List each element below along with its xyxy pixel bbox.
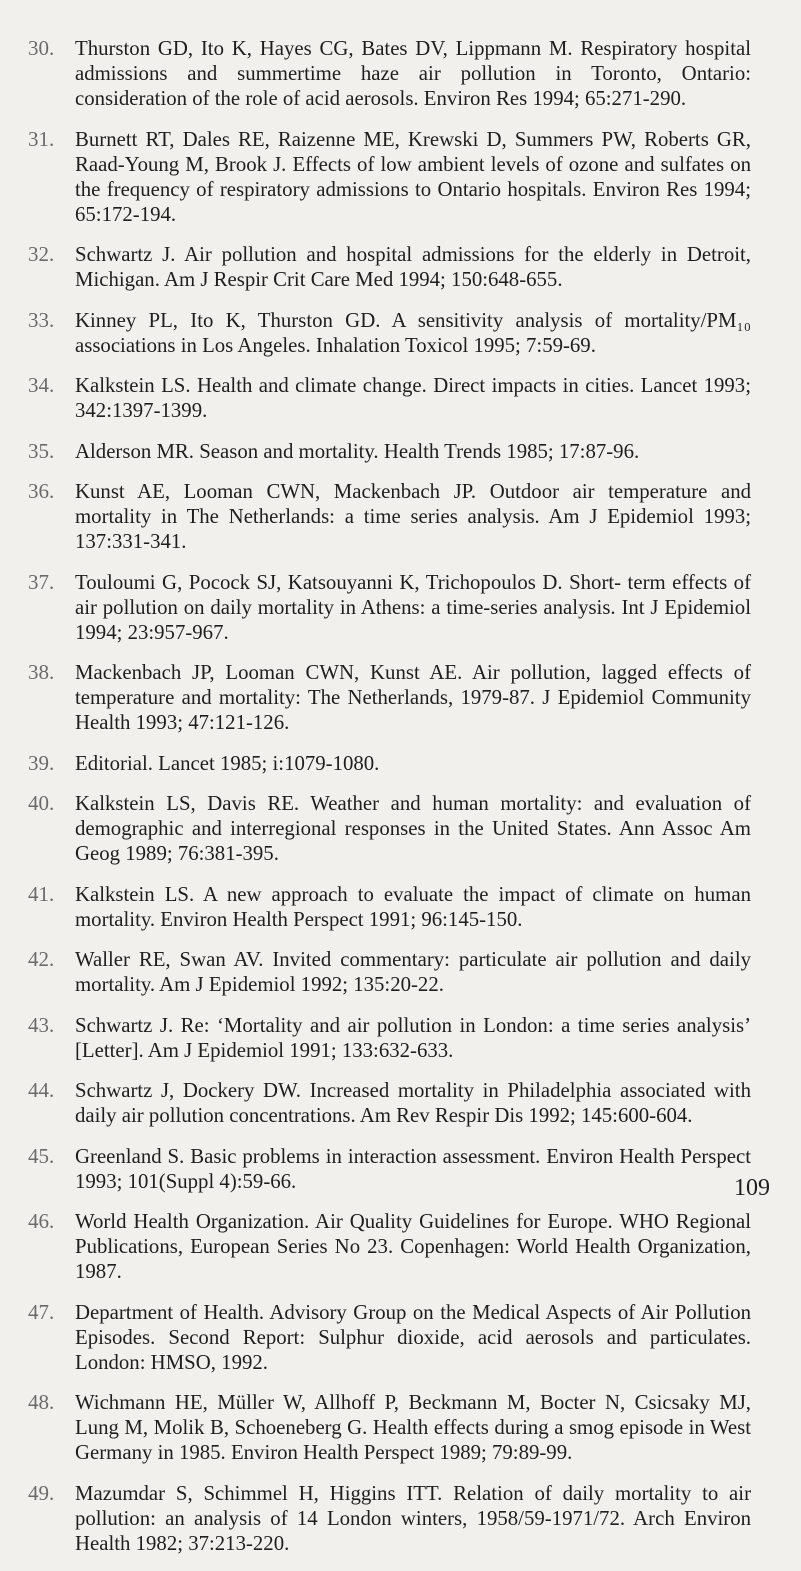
reference-number: 30. — [28, 36, 55, 60]
reference-text: Kunst AE, Looman CWN, Mackenbach JP. Outdoor air temperature and mortality in The Netherlands: a time series analysis. Am J Epidemiol 1993; 137:331-341. — [75, 480, 751, 553]
reference-text: World Health Organization. Air Quality Guidelines for Europe. WHO Regional Publications, European Series No 23. Copenhagen: World Health Organization, 1987. — [75, 1210, 751, 1283]
reference-number: 46. — [28, 1209, 55, 1233]
reference-number: 34. — [28, 373, 55, 397]
reference-item — [0, 1144, 801, 1194]
reference-number: 42. — [28, 947, 55, 971]
reference-number: 41. — [28, 881, 55, 906]
reference-number: 37. — [28, 569, 55, 594]
reference-number: 40. — [28, 791, 55, 815]
reference-text: Kalkstein LS. A new approach to evaluate the impact of climate on human mortality. Environ Health Perspect 1991; 96:145-150. — [75, 882, 751, 931]
reference-text: Thurston GD, Ito K, Hayes CG, Bates DV, Lippmann M. Respiratory hospital admissions and summertime haze air pollution in Toronto, Ontario: consideration of the role of acid aerosols. Environ Res 1994; 65:271-290. — [75, 37, 751, 110]
reference-text: Mazumdar S, Schimmel H, Higgins ITT. Relation of daily mortality to air pollution: an analysis of 14 London winters, 1958/59-1971/72. Arch Environ Health 1982; 37:213-220. — [75, 1481, 751, 1555]
reference-number: 33. — [28, 307, 55, 332]
reference-number: 35. — [28, 438, 55, 463]
reference-text: Editorial. Lancet 1985; i:1079-1080. — [75, 751, 380, 775]
reference-item — [0, 1013, 801, 1063]
page-number: 109 — [734, 1175, 770, 1201]
reference-text: Department of Health. Advisory Group on the Medical Aspects of Air Pollution Episodes. Second Report: Sulphur dioxide, acid aerosols and particulates. London: HMSO, 1992. — [75, 1300, 751, 1374]
reference-item — [0, 791, 801, 866]
reference-number: 49. — [28, 1480, 55, 1505]
reference-number: 44. — [28, 1078, 55, 1102]
reference-text: Schwartz J. Re: ‘Mortality and air pollution in London: a time series analysis’ [Letter]. Am J Epidemiol 1991; 133:632-633. — [75, 1013, 751, 1062]
reference-item — [0, 373, 801, 423]
reference-item — [0, 439, 801, 464]
reference-text: Wichmann HE, Müller W, Allhoff P, Beckmann M, Bocter N, Csicsaky MJ, Lung M, Molik B, Schoeneberg G. Health effects during a smog episode in West Germany in 1985. Environ Health Perspect 1989; 79:89-99. — [75, 1391, 751, 1464]
reference-item — [0, 751, 801, 776]
reference-number: 47. — [28, 1299, 55, 1324]
reference-number: 36. — [28, 479, 55, 503]
reference-text: Kinney PL, Ito K, Thurston GD. A sensitivity analysis of mortality/PM₁₀ associations in Los Angeles. Inhalation Toxicol 1995; 7:59-69. — [75, 308, 751, 357]
reference-number: 31. — [28, 126, 55, 151]
reference-text: Burnett RT, Dales RE, Raizenne ME, Krewski D, Summers PW, Roberts GR, Raad-Young M, Brook J. Effects of low ambient levels of ozone and sulfates on the frequency of respiratory admissions to Ontario hospitals. Environ Res 1994; 65:172-194. — [75, 127, 751, 226]
reference-item — [0, 479, 801, 554]
reference-list — [0, 36, 801, 1571]
reference-item — [0, 882, 801, 932]
reference-text: Waller RE, Swan AV. Invited commentary: particulate air pollution and daily mortality. Am J Epidemiol 1992; 135:20-22. — [75, 948, 751, 996]
reference-text: Schwartz J. Air pollution and hospital admissions for the elderly in Detroit, Michigan. Am J Respir Crit Care Med 1994; 150:648-655. — [75, 243, 751, 291]
reference-item — [0, 1390, 801, 1465]
reference-text: Kalkstein LS. Health and climate change. Direct impacts in cities. Lancet 1993; 342:1397-1399. — [75, 374, 751, 422]
reference-number: 48. — [28, 1390, 55, 1414]
reference-number: 38. — [28, 660, 55, 684]
reference-item — [0, 947, 801, 997]
reference-text: Schwartz J, Dockery DW. Increased mortality in Philadelphia associated with daily air pollution concentrations. Am Rev Respir Dis 1992; 145:600-604. — [75, 1079, 751, 1127]
reference-text: Kalkstein LS, Davis RE. Weather and human mortality: and evaluation of demographic and interregional responses in the United States. Ann Assoc Am Geog 1989; 76:381-395. — [75, 792, 751, 865]
reference-item — [0, 660, 801, 735]
reference-item — [0, 36, 801, 111]
reference-item — [0, 1300, 801, 1375]
reference-item — [0, 1078, 801, 1128]
reference-text: Touloumi G, Pocock SJ, Katsouyanni K, Trichopoulos D. Short- term effects of air pollution on daily mortality in Athens: a time-series analysis. Int J Epidemiol 1994; 23:957-967. — [75, 570, 751, 644]
reference-number: 45. — [28, 1143, 55, 1168]
reference-item — [0, 570, 801, 645]
reference-text: Mackenbach JP, Looman CWN, Kunst AE. Air pollution, lagged effects of temperature and mortality: The Netherlands, 1979-87. J Epidemiol Community Health 1993; 47:121-126. — [75, 661, 751, 734]
reference-item — [0, 308, 801, 358]
reference-text: Alderson MR. Season and mortality. Health Trends 1985; 17:87-96. — [75, 439, 640, 463]
reference-text: Greenland S. Basic problems in interaction assessment. Environ Health Perspect 1993; 101(Suppl 4):59-66. — [75, 1144, 751, 1193]
reference-item — [0, 1209, 801, 1284]
reference-number: 32. — [28, 242, 55, 266]
reference-item — [0, 242, 801, 292]
reference-number: 43. — [28, 1012, 55, 1037]
reference-item — [0, 127, 801, 227]
reference-number: 39. — [28, 750, 55, 775]
reference-item — [0, 1481, 801, 1556]
